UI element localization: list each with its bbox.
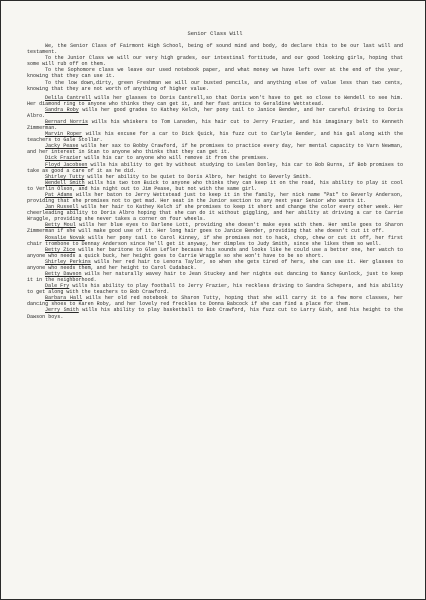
bequest-paragraph <box>27 143 403 155</box>
bequest-text: wills his car to anyone who will remove it from the premises. <box>81 155 270 162</box>
bequest-text: wills her pony tail to Carol Kinney, if she promises not to hack, chop, chew or cut it off, her first chair trombone to Dennay Anderson since he'll get it anyway, her dimples to Judy Smith, since she likes them so well. <box>27 234 404 247</box>
bequest-text: wills her ability to be quiet to Doris Albro, her height to Beverly Smith. <box>84 173 312 180</box>
testator-name: Shirley Perkins <box>45 258 91 265</box>
bequest-paragraph <box>27 295 403 307</box>
bequest-text: wills her red hair to Lenora Taylor, so when she gets tired of hers, she can use it. Her glasses to anyone who needs them, and her height to Carol Cudaback. <box>27 258 403 271</box>
bequest-text: wills her glasses to Doris Cantrell,so that Doris won't have to get so close to Wendell to see him. Her diamond ring to anyone who thinks they can get it, and her fast antics to Geraldine Wettstead. <box>27 94 403 107</box>
bequest-text: wills her blue eyes to Darlene Lott, providing she doesn't make eyes with them. Her smile goes to Sharon Zimmerman if she will make good use of it. Her long hair goes to Janice Bender, providing that she doesn't cut it off. <box>27 222 403 235</box>
document-title: Senior Class Will <box>187 31 243 37</box>
testator-name: Sandra Roby <box>45 106 79 113</box>
bequest-paragraph <box>27 247 403 259</box>
bequest-text: wills her sax to Bobby Crawford, if he promises to practice every day, her mental capacity to Varn Newman, and her interest in Stan to anyone who thinks that they can get it. <box>27 143 403 156</box>
bequest-text: wills his ability to get by without studying to Leslen Donley, his car to Bob Burns, if Bob promises to take as good a care of it as he did. <box>27 161 403 174</box>
bequest-paragraph <box>27 119 403 131</box>
bequest-text: wills her old red notebook to Sharon Tutty, hoping that she will carry it to a few more classes, her dancing shoes to Karen Roby, and her lovely red freckles to Donna Babcock if she can find a place for them. <box>27 295 403 308</box>
testator-name: Bernard Norris <box>45 119 89 126</box>
will-text <box>27 31 403 320</box>
bequest-paragraph <box>27 95 403 107</box>
intro-section <box>27 43 403 92</box>
bequest-paragraph <box>27 204 403 222</box>
intro-paragraph: To the Junior Class we will our very high grades, our intestinal fortitude, and our good looking girls, hoping that some will rub off on them. <box>27 55 403 68</box>
bequest-text: wills her good grades to Kathey Kelch, her pony tail to Janice Bender, and her careful driving to Doris Albro. <box>27 106 403 119</box>
testator-name: Wendell Smith <box>45 179 85 186</box>
testator-name: Marvin Roper <box>45 131 83 138</box>
bequest-text: wills his excuse for a car to Dick Quick, his fuzz cut to Carlyle Bender, and his gal along with the teachers to Gale Stollar. <box>27 131 403 144</box>
bequest-text: wills her baritone to Glen Lefler because his sounds and looks like he could use a better one, her watch to anyone who needs a quick buck, her height goes to Carrie Wraggle so she won't have to be so short. <box>27 246 404 259</box>
bequest-list <box>27 95 403 320</box>
bequest-paragraph <box>27 259 403 271</box>
bequest-paragraph <box>27 307 403 319</box>
testator-name: Floyd Jacobsen <box>45 161 88 168</box>
testator-name: Barbara Hall <box>45 295 83 302</box>
bequest-text: wills her naturally wavey hair to Jean Stuckey and her nights out dancing to Nancy Gunlock, just to keep it in the neighborhood. <box>27 270 403 284</box>
intro-paragraph: To the low down,dirty, green Freshman we will our busted pencils, and anything else of value less than two cents, knowing that they are not worth of anything of higher value. <box>27 79 403 92</box>
testator-name: Dale Fry <box>45 283 70 290</box>
bequest-paragraph <box>27 283 403 295</box>
testator-name: Rosalie Novak <box>45 234 85 241</box>
bequest-paragraph <box>27 180 403 192</box>
bequest-paragraph <box>27 107 403 119</box>
testator-name: Pat Adams <box>45 191 73 198</box>
bequest-paragraph <box>27 131 403 143</box>
testator-name: Betty Dawson <box>45 270 82 277</box>
bequest-paragraph <box>27 192 403 204</box>
testator-name: Dick Frazier <box>45 155 82 162</box>
testator-name: Betty Moul <box>45 222 76 229</box>
testator-name: Jerry Smith <box>45 307 79 314</box>
bequest-text: wills his ability to play basketball to Bob Crawford, his fuzz cut to Larry Gish, and his height to the Dawson boys. <box>27 307 403 320</box>
bequest-paragraph <box>27 162 403 174</box>
bequest-paragraph <box>27 235 403 247</box>
testator-name: Shirley Tutty <box>45 173 85 180</box>
testator-name: Jan Russell <box>45 204 79 211</box>
testator-name: Delila Cantrell <box>45 94 91 101</box>
bequest-text: wills his two ton Buick to anyone who thinks they can keep it on the road, his ability to play it cool to Verlin Olson, and his night out to Jim Pease, but not with the same girl. <box>27 179 404 192</box>
bequest-paragraph <box>27 222 403 234</box>
intro-paragraph: To the Sophomore class we leave our used notebook paper, and what money we have left over at the end of the year, knowing that they can use it. <box>27 67 403 80</box>
bequest-text: wills her baton to Jerry Wettstead just to keep it in the family, her nick name "Pat" to Beverly Anderson, providing that she promises not to get mad. Her seat in the Junior section to any next year Senior who wants it. <box>27 191 403 205</box>
bequest-paragraph <box>27 271 403 283</box>
testator-name: Jacky Pease <box>45 143 79 150</box>
testator-name: Betty Zice <box>45 246 76 253</box>
bequest-text: wills her hair to Kathey Kelch if she promises to keep it short and change the color every other week. Her cheerleading ability to Doris Albro hoping that she can do it without giggling, and her ability at driving a car to Carrie Wraggle, providing she never takes a corner on four wheels. <box>27 204 403 223</box>
bequest-text: wills his ability to play football to Jerry Frazier, his reckless driving to Sandra Schepers, and his ability to get along with the teachers to Bob Crawford. <box>27 283 403 296</box>
bequest-text: wills his whiskers to Tom Lansden, his hair cut to Jerry Frazier, and his imaginary belt to Kenneth Zimmerman. <box>27 119 403 132</box>
intro-paragraph: We, the Senior Class of Fairmont High School, being of sound mind and body, do declare this to be our last will and testament. <box>27 43 403 56</box>
